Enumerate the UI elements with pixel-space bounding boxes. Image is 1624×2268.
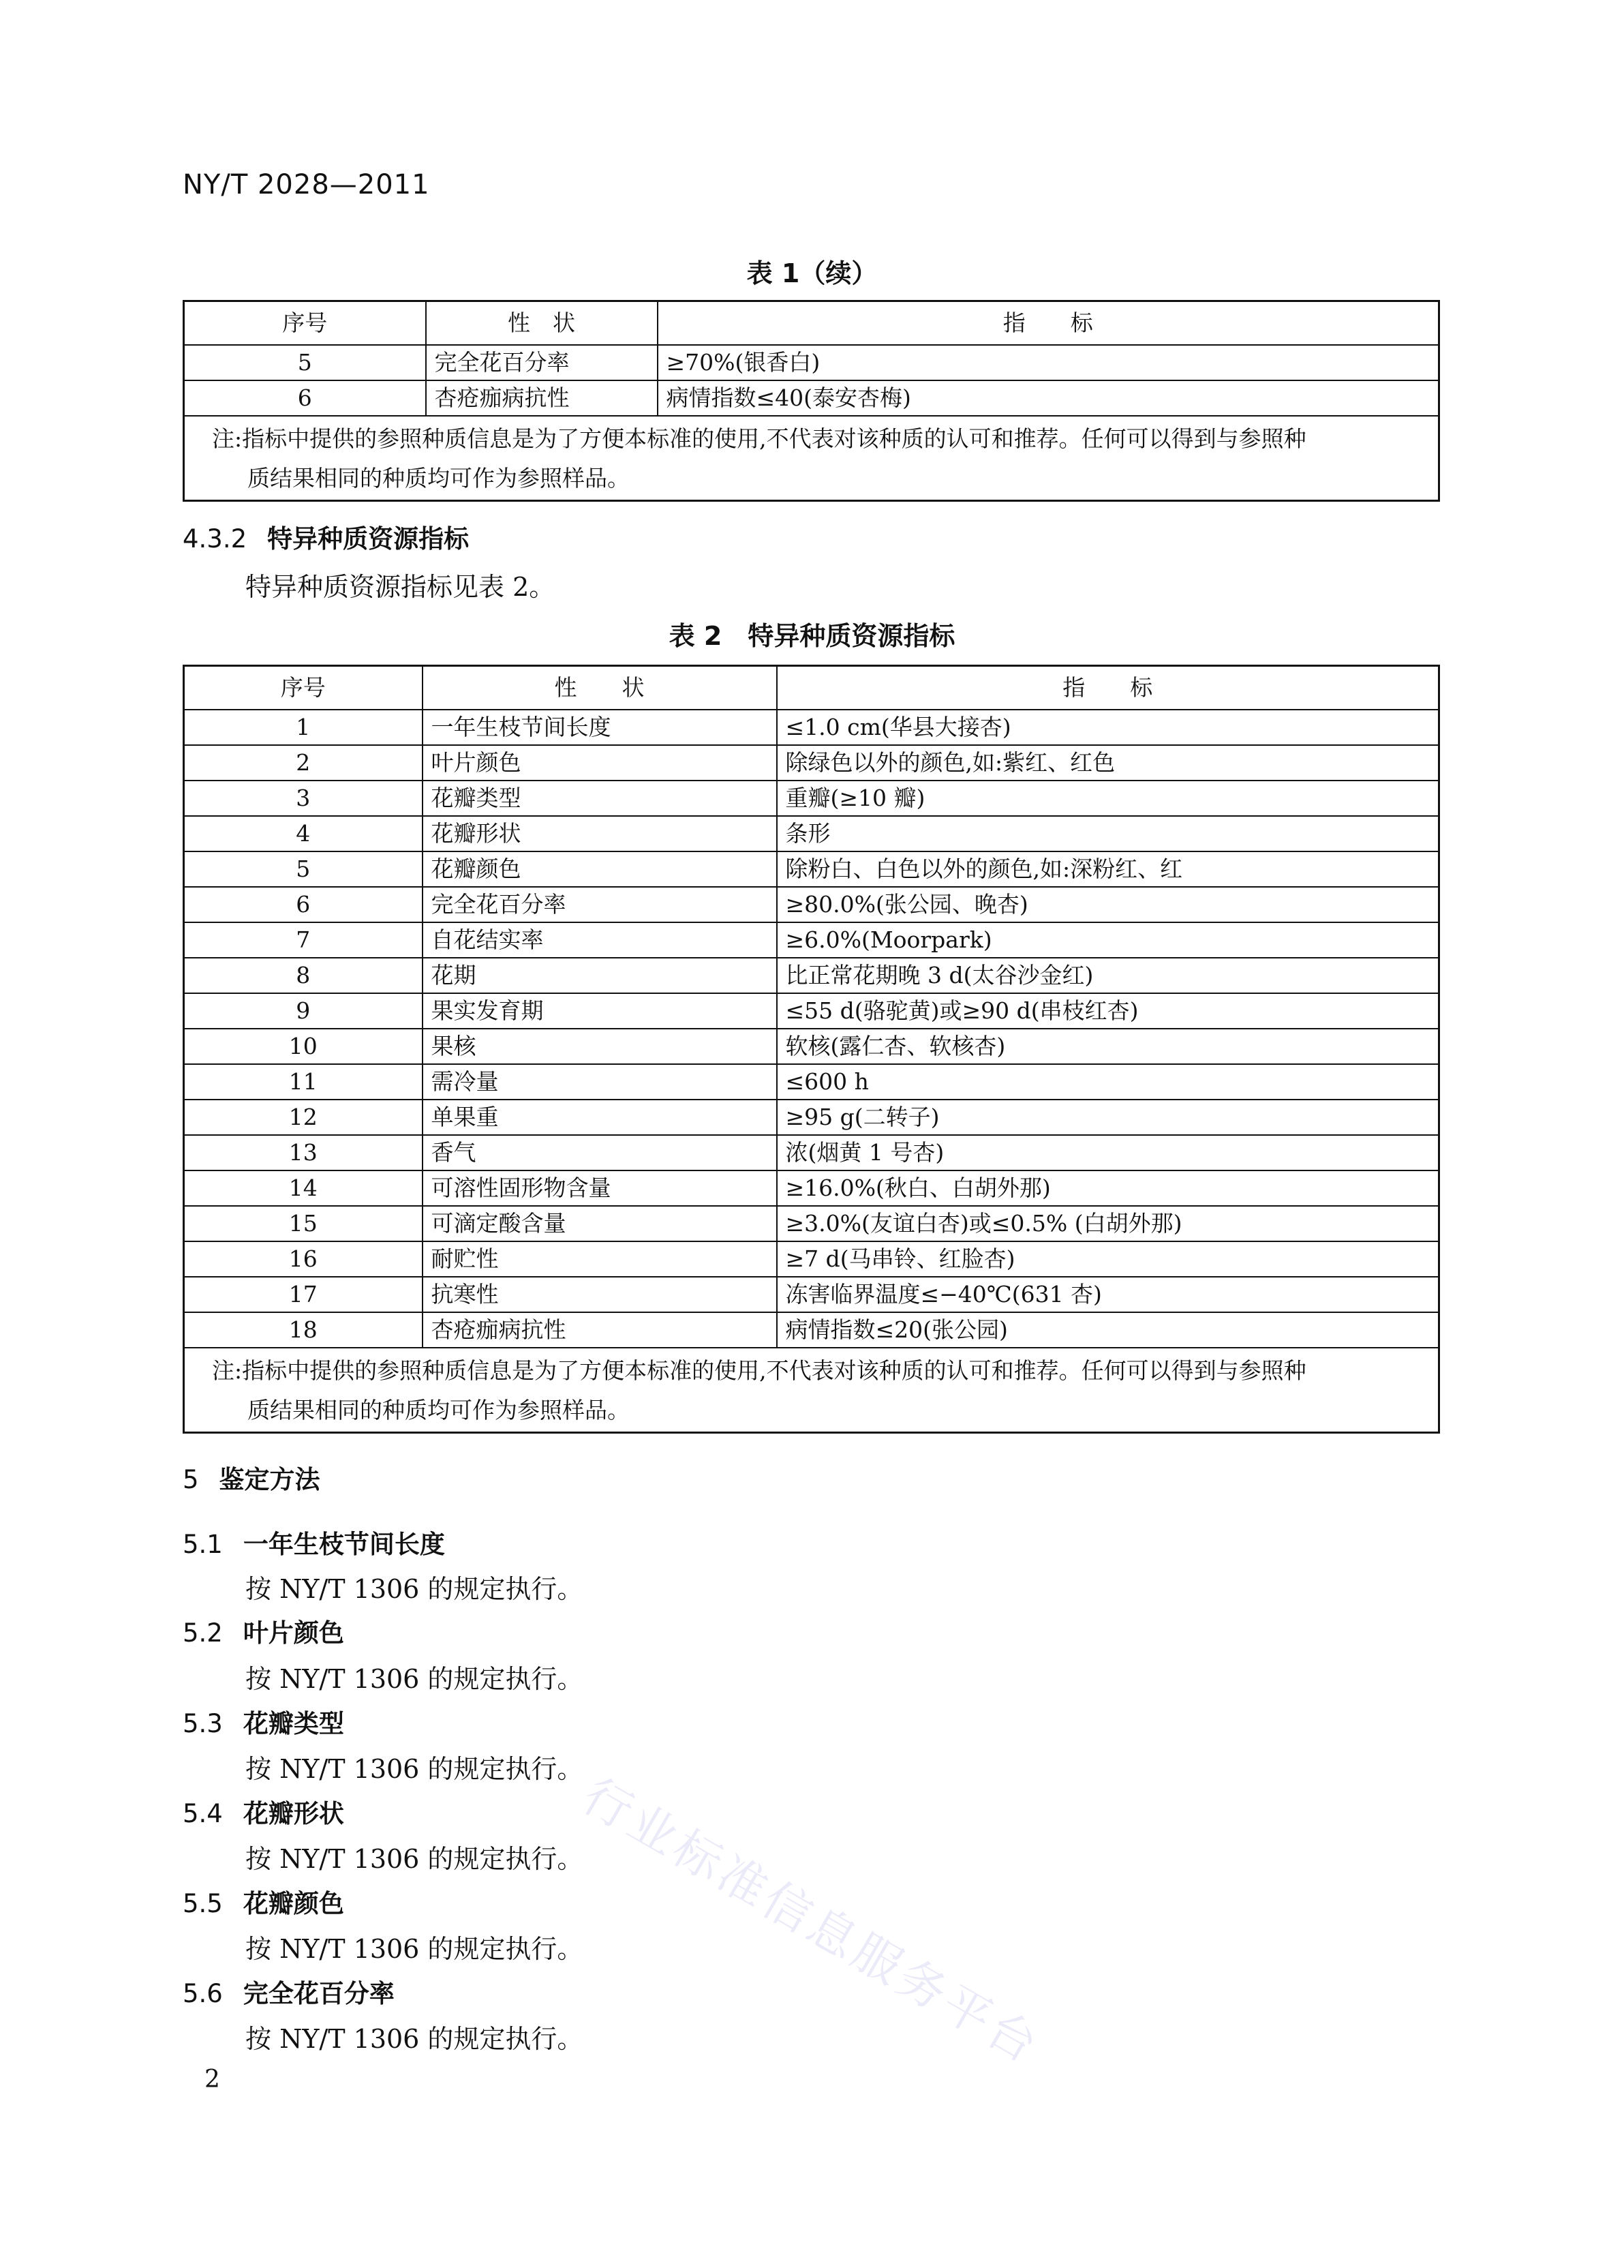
subsection-heading [183, 1883, 344, 1920]
subsection-text: 按 NY/T 1306 的规定执行。 [245, 1934, 583, 1964]
subsection-title: 花瓣颜色 [243, 1889, 344, 1918]
table1-note-row [184, 416, 1439, 501]
table-cell: 耐贮性 [423, 1241, 777, 1277]
table-cell: ≤600 h [777, 1064, 1439, 1100]
table-cell: ≥7 d(马串铃、红脸杏) [777, 1241, 1439, 1277]
table-cell: 7 [184, 922, 423, 958]
subsection-number: 5.1 [183, 1530, 223, 1559]
subsection-title: 花瓣形状 [243, 1799, 344, 1828]
table-cell: 5 [184, 345, 426, 380]
table-cell: ≥80.0%(张公园、晚杏) [777, 887, 1439, 922]
table2-col-index: 序号 [184, 666, 423, 710]
table-cell: ≤1.0 cm(华县大接杏) [777, 710, 1439, 745]
table-row [184, 781, 1439, 816]
subsection-text: 按 NY/T 1306 的规定执行。 [245, 2024, 583, 2054]
table-row [184, 380, 1439, 416]
table-cell: 比正常花期晚 3 d(太谷沙金红) [777, 958, 1439, 993]
table-cell: 花瓣形状 [423, 816, 777, 851]
section-4-3-2-text: 特异种质资源指标见表 2。 [245, 572, 555, 602]
subsection-number: 5.3 [183, 1709, 223, 1738]
table-cell: 果核 [423, 1029, 777, 1064]
table-cell: 11 [184, 1064, 423, 1100]
subsection-title: 一年生枝节间长度 [243, 1530, 445, 1559]
subsection-title: 完全花百分率 [243, 1979, 395, 2008]
note-line: 注:指标中提供的参照种质信息是为了方便本标准的使用,不代表对该种质的认可和推荐。任何可以得到与参照种 [212, 1357, 1306, 1384]
table2-header-row [184, 666, 1439, 710]
table1-caption: 表 1（续） [746, 258, 878, 288]
table-cell: 软核(露仁杏、软核杏) [777, 1029, 1439, 1064]
section-number: 5 [183, 1465, 199, 1494]
table-cell: 除粉白、白色以外的颜色,如:深粉红、红 [777, 851, 1439, 887]
table-cell: 8 [184, 958, 423, 993]
table2-note-row [184, 1348, 1439, 1433]
table-row [184, 1312, 1439, 1348]
table-row [184, 851, 1439, 887]
table-cell: 一年生枝节间长度 [423, 710, 777, 745]
table-cell: 条形 [777, 816, 1439, 851]
subsection-heading [183, 1793, 344, 1830]
subsection-text: 按 NY/T 1306 的规定执行。 [245, 1574, 583, 1604]
subsection-heading [183, 1612, 344, 1649]
table-row [184, 710, 1439, 745]
section-5-heading [183, 1459, 320, 1496]
table-cell: 15 [184, 1206, 423, 1241]
subsection-heading [183, 1524, 445, 1560]
table-row [184, 1029, 1439, 1064]
table-cell: 2 [184, 745, 423, 781]
table-cell: 14 [184, 1170, 423, 1206]
table-cell: 13 [184, 1135, 423, 1170]
section-title: 鉴定方法 [219, 1465, 320, 1494]
table1-col-indicator: 指 标 [658, 301, 1439, 346]
table-cell: 完全花百分率 [423, 887, 777, 922]
subsection-number: 5.5 [183, 1889, 223, 1918]
table-cell: 花期 [423, 958, 777, 993]
table-cell: 1 [184, 710, 423, 745]
section-number: 4.3.2 [183, 524, 247, 554]
table2-col-trait: 性 状 [423, 666, 777, 710]
subsection-heading [183, 1703, 344, 1740]
table-cell: 12 [184, 1100, 423, 1135]
table-row [184, 1135, 1439, 1170]
note-line: 质结果相同的种质均可作为参照样品。 [247, 1397, 630, 1423]
table-row [184, 345, 1439, 380]
table-cell: 抗寒性 [423, 1277, 777, 1312]
table-cell: 花瓣颜色 [423, 851, 777, 887]
table-row [184, 1206, 1439, 1241]
table-cell: 香气 [423, 1135, 777, 1170]
table-cell: 叶片颜色 [423, 745, 777, 781]
table2-col-indicator: 指 标 [777, 666, 1439, 710]
table-row [184, 887, 1439, 922]
table-cell: ≥95 g(二转子) [777, 1100, 1439, 1135]
table-cell: 杏疮痂病抗性 [426, 380, 658, 416]
table-row [184, 1100, 1439, 1135]
table-cell: 病情指数≤40(泰安杏梅) [658, 380, 1439, 416]
table-cell: 可滴定酸含量 [423, 1206, 777, 1241]
table1 [183, 300, 1440, 502]
table-cell: ≥70%(银香白) [658, 345, 1439, 380]
table1-note [184, 416, 1439, 501]
table-cell: 3 [184, 781, 423, 816]
table-row [184, 816, 1439, 851]
table-cell: 6 [184, 380, 426, 416]
table-cell: 花瓣类型 [423, 781, 777, 816]
table-cell: 杏疮痂病抗性 [423, 1312, 777, 1348]
document-code: NY/T 2028—2011 [183, 169, 430, 200]
subsection-text: 按 NY/T 1306 的规定执行。 [245, 1754, 583, 1784]
table1-header-row [184, 301, 1439, 346]
subsection-number: 5.2 [183, 1618, 223, 1648]
table-cell: 18 [184, 1312, 423, 1348]
table2 [183, 665, 1440, 1434]
subsection-number: 5.4 [183, 1799, 223, 1828]
table-row [184, 1277, 1439, 1312]
subsection-title: 叶片颜色 [243, 1618, 344, 1648]
table-cell: 可溶性固形物含量 [423, 1170, 777, 1206]
table-row [184, 745, 1439, 781]
note-line: 注:指标中提供的参照种质信息是为了方便本标准的使用,不代表对该种质的认可和推荐。任何可以得到与参照种 [212, 425, 1306, 452]
table-row [184, 1064, 1439, 1100]
watermark: 行业标准信息服务平台 [573, 1767, 1050, 2076]
note-line: 质结果相同的种质均可作为参照样品。 [247, 465, 630, 492]
subsection-text: 按 NY/T 1306 的规定执行。 [245, 1664, 583, 1694]
table-cell: 病情指数≤20(张公园) [777, 1312, 1439, 1348]
table-row [184, 922, 1439, 958]
table-cell: 5 [184, 851, 423, 887]
table-cell: 17 [184, 1277, 423, 1312]
table-cell: 9 [184, 993, 423, 1029]
subsection-number: 5.6 [183, 1979, 223, 2008]
table-row [184, 1170, 1439, 1206]
table2-caption: 表 2 特异种质资源指标 [669, 621, 955, 651]
table-cell: 完全花百分率 [426, 345, 658, 380]
table-cell: ≥3.0%(友谊白杏)或≤0.5% (白胡外那) [777, 1206, 1439, 1241]
subsection-text: 按 NY/T 1306 的规定执行。 [245, 1844, 583, 1874]
table-cell: 冻害临界温度≤−40℃(631 杏) [777, 1277, 1439, 1312]
table-cell: 需冷量 [423, 1064, 777, 1100]
table-cell: 重瓣(≥10 瓣) [777, 781, 1439, 816]
table-cell: 16 [184, 1241, 423, 1277]
table2-note [184, 1348, 1439, 1433]
table1-col-trait: 性 状 [426, 301, 658, 346]
table-cell: ≤55 d(骆驼黄)或≥90 d(串枝红杏) [777, 993, 1439, 1029]
table-cell: 浓(烟黄 1 号杏) [777, 1135, 1439, 1170]
table-cell: 除绿色以外的颜色,如:紫红、红色 [777, 745, 1439, 781]
table-cell: ≥16.0%(秋白、白胡外那) [777, 1170, 1439, 1206]
table-row [184, 993, 1439, 1029]
table-cell: 4 [184, 816, 423, 851]
table-row [184, 958, 1439, 993]
subsection-title: 花瓣类型 [243, 1709, 344, 1738]
subsection-heading [183, 1973, 395, 2010]
table-cell: 单果重 [423, 1100, 777, 1135]
table-row [184, 1241, 1439, 1277]
table-cell: 自花结实率 [423, 922, 777, 958]
table1-col-index: 序号 [184, 301, 426, 346]
table-cell: ≥6.0%(Moorpark) [777, 922, 1439, 958]
table-cell: 6 [184, 887, 423, 922]
table-cell: 果实发育期 [423, 993, 777, 1029]
section-title: 特异种质资源指标 [267, 524, 470, 554]
section-4-3-2-heading [183, 518, 469, 555]
page-number: 2 [204, 2066, 220, 2093]
table-cell: 10 [184, 1029, 423, 1064]
